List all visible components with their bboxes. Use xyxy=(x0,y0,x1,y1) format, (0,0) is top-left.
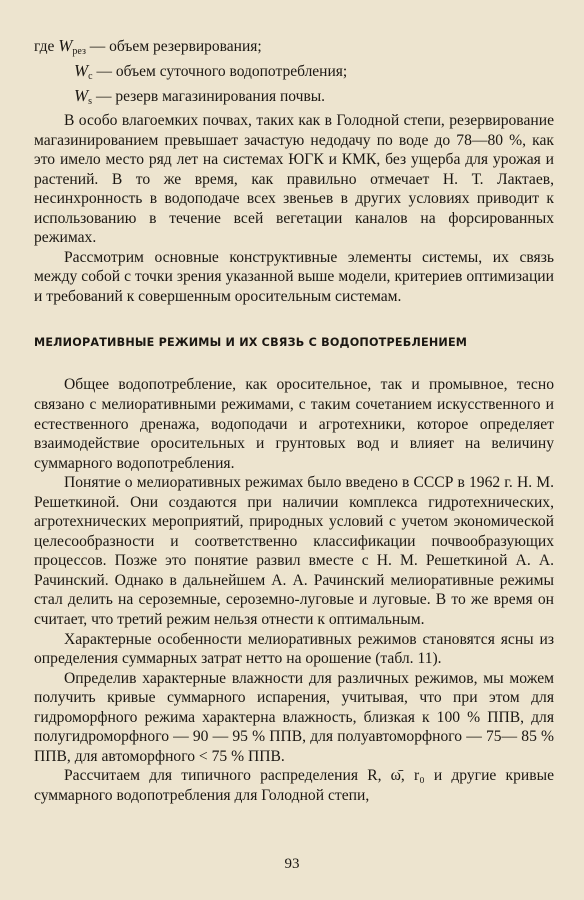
definition-soil-reserve xyxy=(34,86,554,111)
body-paragraph: В особо влагоемких почвах, таких как в Голодной степи, резервирование магазинированием превышает зачастую недодачу по воде до 78—80 %, как это имело место ряд лет на системах ЮГК и КМК, без ущерба для урожая и растений. В то же время, как правильно отмечает Н. Т. Лактаев, несинхронность в водоподаче всех звеньев в других условиях приводит к использованию в течение всей вегетации каналов на форсированных режимах. xyxy=(34,112,554,247)
body-paragraph: Рассчитаем для типичного распределения R, ω̄, r₀ и другие кривые суммарного водопотребления для Голодной степи, xyxy=(34,767,554,804)
page-number: 93 xyxy=(284,856,300,872)
definition-prefix: где xyxy=(34,38,59,55)
body-paragraph: Общее водопотребление, как оросительное, так и промывное, тесно связано с мелиоративными режимами, с таким сочетанием искусственного и естественного дренажа, водоподачи и агротехники, которое определяет взаимодействие оросительных и грунтовых вод и влияет на величину суммарного водопотребления. xyxy=(34,376,554,472)
symbol-definitions xyxy=(34,36,554,111)
definition-text: — объем суточного водопотребления; xyxy=(92,63,348,80)
definition-text: — резерв магазинирования почвы. xyxy=(92,88,326,105)
body-paragraph: Понятие о мелиоративных режимах было введено в СССР в 1962 г. Н. М. Решеткиной. Они создаются при наличии комплекса гидротехнических, агротехнических мероприятий, природных условий с учетом экономической целесообразности и соответственно классификации почвообразующих процессов. Позже это понятие развил вместе с Н. М. Решеткиной А. А. Рачинский. Однако в дальнейшем А. А. Рачинский мелиоративные режимы стал делить на сероземные, сероземно-луговые и луговые. В то же время он считает, что третий режим нельзя отнести к оптимальным. xyxy=(34,474,554,629)
section-heading: МЕЛИОРАТИВНЫЕ РЕЖИМЫ И ИХ СВЯЗЬ С ВОДОПОТРЕБЛЕНИЕМ xyxy=(34,336,468,350)
definition-symbol: $W_s$ xyxy=(74,86,93,107)
definition-symbol: $W_{рез}$ xyxy=(58,36,86,57)
body-paragraph: Рассмотрим основные конструктивные элементы системы, их связь между собой с точки зрения указанной выше модели, критериев оптимизации и требований к совершенным оросительным системам. xyxy=(34,248,554,305)
definition-reserve xyxy=(34,36,554,61)
definition-daily xyxy=(34,61,554,86)
body-paragraph: Определив характерные влажности для различных режимов, мы можем получить кривые суммарного испарения, учитывая, что при этом для гидроморфного режима характерна влажность, близкая к 100 % ППВ, для полугидроморфного — 90 — 95 % ППВ, для полуавтоморфного — 75— 85 % ППВ, для автоморфного < 75 % ППВ. xyxy=(34,669,554,765)
body-paragraph: Характерные особенности мелиоративных режимов становятся ясны из определения суммарных затрат нетто на орошение (табл. 11). xyxy=(34,630,554,668)
definition-text: — объем резервирования; xyxy=(85,38,262,55)
definition-symbol: $W_с$ xyxy=(74,61,93,82)
